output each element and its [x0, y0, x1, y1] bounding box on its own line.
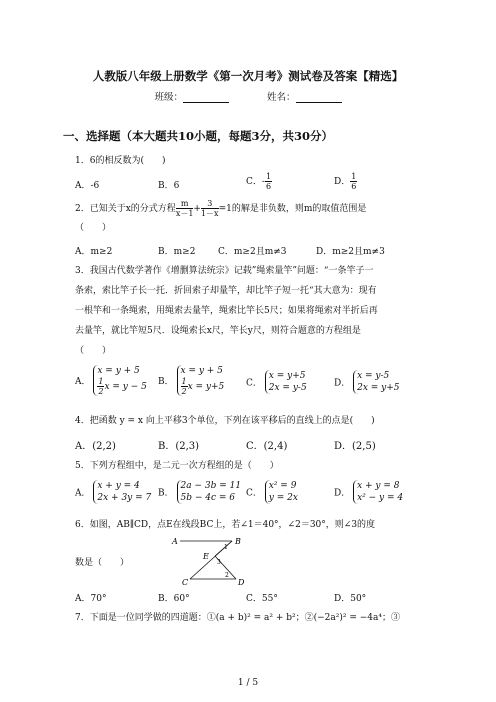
class-blank[interactable] [183, 91, 229, 103]
q5-option-d: D． x + y = 8 x² − y = 4 [334, 481, 404, 503]
document-title: 人教版八年级上册数学《第一次月考》测试卷及答案【精选】 [92, 69, 404, 83]
q3-option-a: A． x = y + 5 $\frac{1}{2}$ x = y − 5 [75, 366, 147, 396]
angle-1-label: 1 [224, 544, 228, 551]
q3-option-d: D． x = y-5 2x = y+5 [334, 371, 400, 393]
q1-stem: 1．6的相反数为( ) [75, 156, 166, 166]
class-label: 班级： [154, 92, 183, 103]
q7-stem: 7．下面是一位同学做的四道题：①(a + b)² = a² + b²；②(−2a²)² = −4a⁴；③ [75, 613, 400, 623]
name-blank[interactable] [296, 91, 342, 103]
section-title: 一、选择题（本大题共10小题，每题3分，共30分） [63, 129, 334, 143]
q6-option-d: D．50° [334, 594, 367, 604]
q2-option-a: A．m≥2 [75, 247, 113, 257]
q4-option-d: D．(2,5) [334, 441, 376, 452]
q2-option-b: B．m≥2 [158, 247, 196, 257]
q6-option-a: A．70° [75, 594, 107, 604]
q6-stem-1: 6．如图，AB∥CD，点E在线段BC上，若∠1＝40°，∠2＝30°，则∠3的度 [75, 520, 376, 530]
angle-3-label: 3 [217, 559, 221, 566]
q6-stem-2: 数是（ ） [75, 558, 130, 568]
q3-line-4: 去量竿，就比竿短5尺．设绳索长x尺，竿长y尺，则符合题意的方程组是 [75, 326, 361, 336]
q6-option-c: C．55° [246, 594, 278, 604]
q3-paren: （ ） [75, 346, 112, 356]
label-e: E [203, 552, 209, 561]
page-number: 1 / 5 [237, 678, 259, 688]
q2-option-d: D．m≥2且m≠3 [316, 247, 385, 257]
label-c: C [182, 578, 189, 586]
q1-option-c: C．- $\frac{1}{6}$ [246, 172, 272, 191]
label-b: B [235, 537, 241, 546]
q4-option-a: A．(2,2) [75, 441, 116, 452]
label-d: D [238, 578, 245, 586]
label-a: A [172, 537, 178, 546]
q5-option-a: A． x + y = 4 2x + 3y = 7 [75, 481, 152, 503]
q3-line-1: 3．我国古代数学著作《增删算法统宗》记载”绳索量竿”问题：“一条竿子一 [75, 266, 374, 276]
q5-stem: 5．下列方程组中，是二元一次方程组的是（ ） [75, 461, 279, 471]
q5-option-c: C． x² = 9 y = 2x [246, 481, 298, 503]
q6-option-b: B．60° [158, 594, 190, 604]
student-info [0, 89, 496, 103]
q4-option-c: C．(2,4) [246, 441, 288, 452]
q4-option-b: B．(2,3) [158, 441, 200, 452]
q2-stem: 2．已知关于x的分式方程 $\frac{m}{x-1}$ + $\frac{3}{1-x}$ =1的解是非负数，则m的取值范围是 [75, 199, 367, 218]
q1-option-a: A．-6 [75, 181, 100, 191]
q3-line-3: 一根竿和一条绳索，用绳索去量竿，绳索比竿长5尺；如果将绳索对半折后再 [75, 306, 378, 316]
q4-stem: 4．把函数 y = x 向上平移3个单位，下列在该平移后的直线上的点是( ) [75, 416, 375, 426]
q5-option-b: B． 2a − 3b = 11 5b − 4c = 6 [158, 481, 242, 503]
q2-paren: （ ） [75, 223, 112, 233]
q3-line-2: 条索，索比竿子长一托．折回索子却量竿，却比竿子短一托“其大意为：现有 [75, 286, 377, 296]
geometry-figure [170, 534, 250, 586]
q1-option-b: B．6 [158, 181, 180, 191]
q1-option-d: D． $\frac{1}{6}$ [334, 172, 357, 191]
name-label: 姓名： [267, 92, 296, 103]
q3-option-b: B． x = y + 5 $\frac{1}{2}$ x = y+5 [158, 366, 225, 396]
angle-2-label: 2 [225, 572, 229, 579]
q2-option-c: C．m≥2且m≠3 [218, 247, 287, 257]
q3-option-c: C． x = y+5 2x = y-5 [246, 371, 307, 393]
